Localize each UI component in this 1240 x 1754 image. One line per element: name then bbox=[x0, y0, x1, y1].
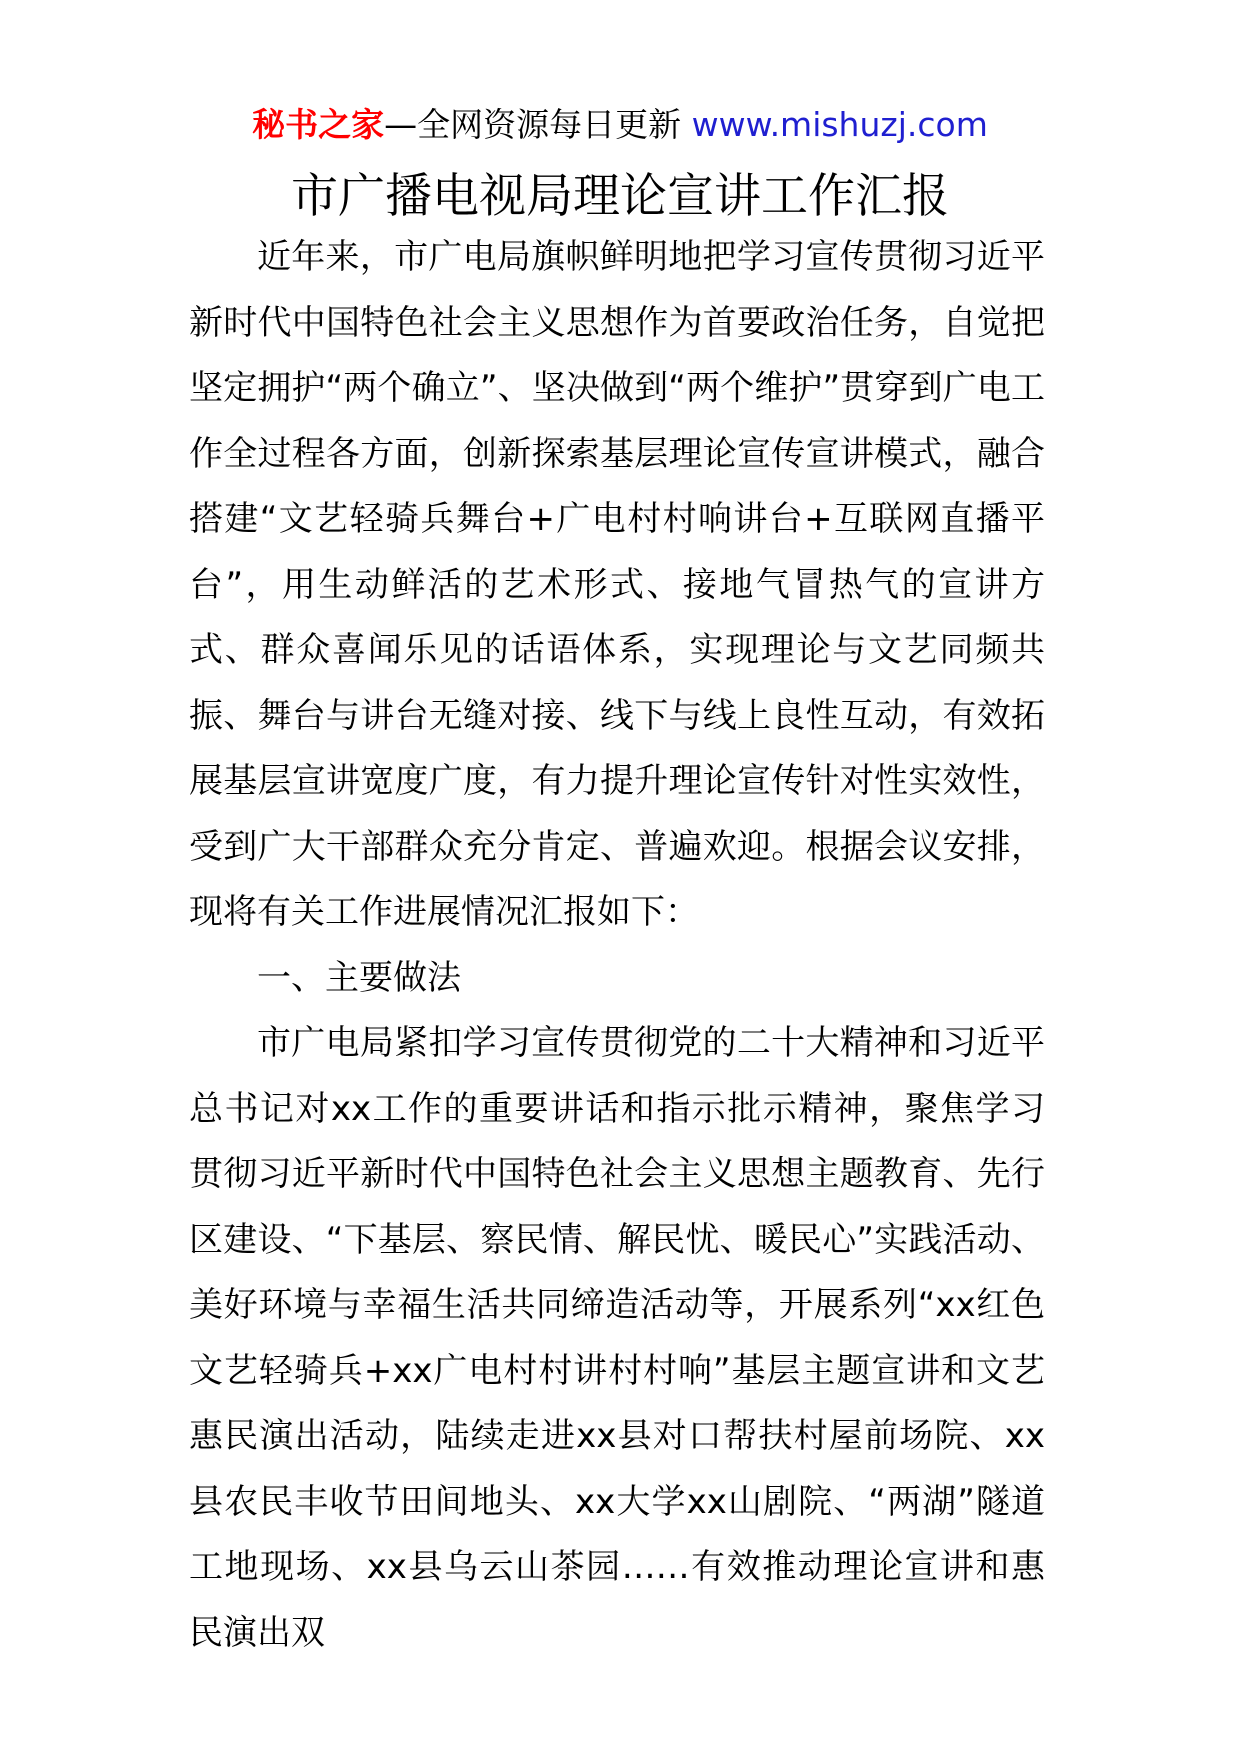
site-url-link[interactable]: www.mishuzj.com bbox=[691, 105, 988, 144]
intro-paragraph: 近年来，市广电局旗帜鲜明地把学习宣传贯彻习近平新时代中国特色社会主义思想作为首要政治任务，自觉把坚定拥护“两个确立”、坚决做到“两个维护”贯穿到广电工作全过程各方面，创新探索基层理论宣传宣讲模式，融合搭建“文艺轻骑兵舞台+广电村村响讲台+互联网直播平台”，用生动鲜活的艺术形式、接地气冒热气的宣讲方式、群众喜闻乐见的话语体系，实现理论与文艺同频共振、舞台与讲台无缝对接、线下与线上良性互动，有效拓展基层宣讲宽度广度，有力提升理论宣传针对性实效性，受到广大干部群众充分肯定、普遍欢迎。根据会议安排，现将有关工作进展情况汇报如下： bbox=[189, 237, 1045, 932]
section-heading: 一、主要做法 bbox=[257, 957, 461, 998]
site-header bbox=[0, 100, 1240, 150]
document-title: 市广播电视局理论宣讲工作汇报 bbox=[291, 169, 949, 224]
document-body bbox=[189, 225, 1045, 1666]
site-name: 秘书之家 bbox=[252, 105, 385, 144]
site-tagline: —全网资源每日更新 bbox=[384, 105, 692, 144]
body-paragraph: 市广电局紧扣学习宣传贯彻党的二十大精神和习近平总书记对xx工作的重要讲话和指示批示精神，聚焦学习贯彻习近平新时代中国特色社会主义思想主题教育、先行区建设、“下基层、察民情、解民忧、暖民心”实践活动、美好环境与幸福生活共同缔造活动等，开展系列“xx红色文艺轻骑兵+xx广电村村讲村村响”基层主题宣讲和文艺惠民演出活动，陆续走进xx县对口帮扶村屋前场院、xx县农民丰收节田间地头、xx大学xx山剧院、“两湖”隧道工地现场、xx县乌云山茶园……有效推动理论宣讲和惠民演出双 bbox=[189, 1023, 1045, 1653]
